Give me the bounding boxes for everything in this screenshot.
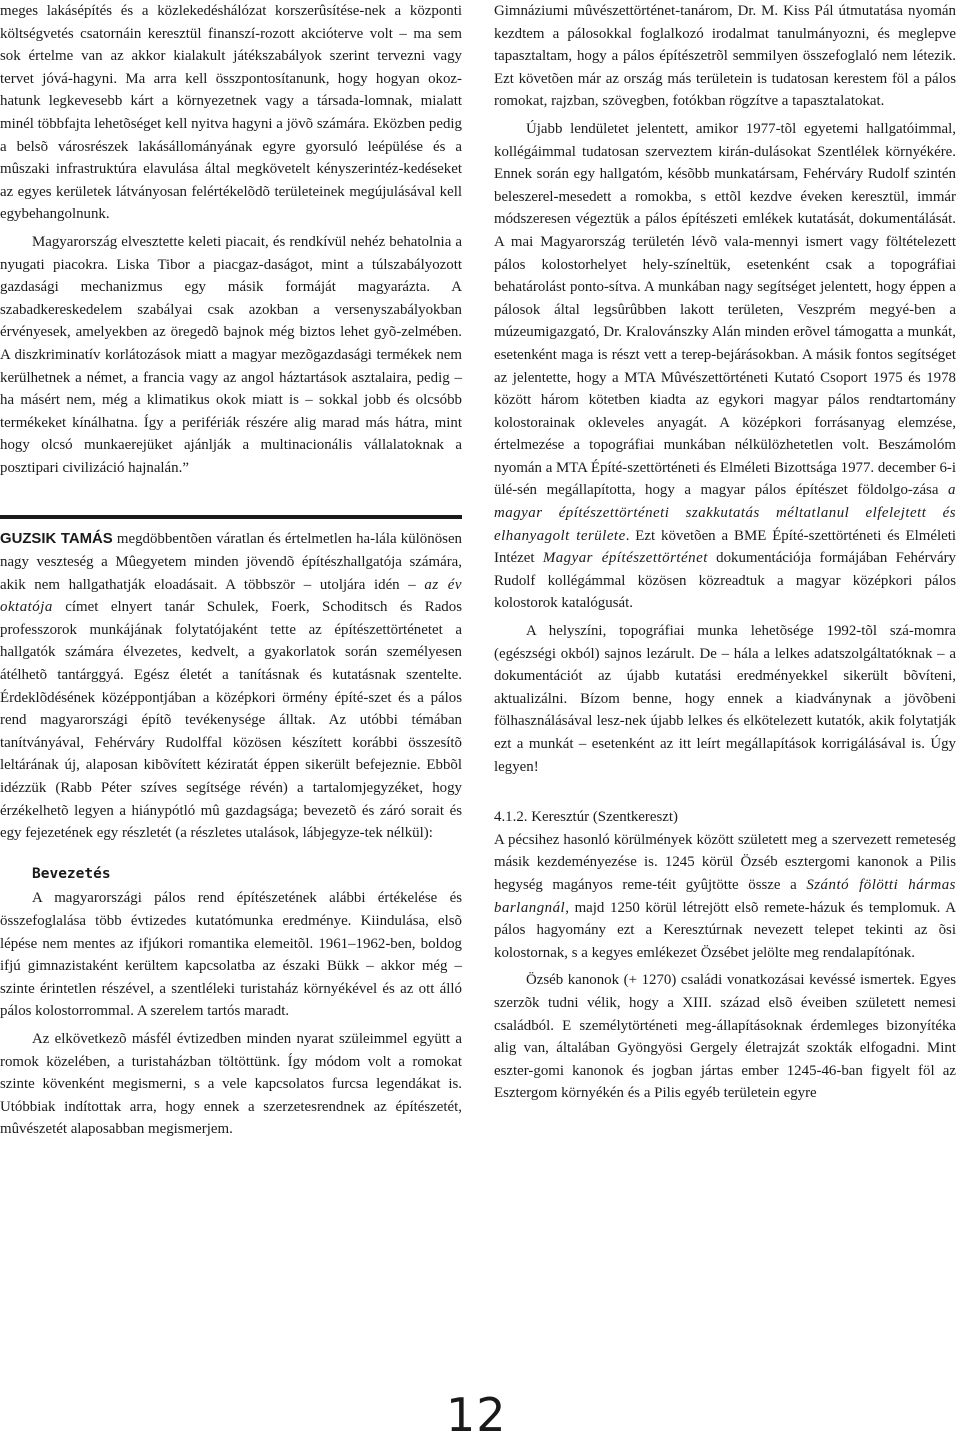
section-title: 4.1.2. Keresztúr (Szentkereszt) <box>494 809 678 826</box>
paragraph-text: dokumentációja formájában Fehérváry Rudolf kollégámmal közösen közreadtuk a magyar középkori pálos kolostorok katalógusát. <box>494 550 956 612</box>
essay-paragraph: meges lakásépítés és a közlekedéshálózat korszerûsítése-nek a központi költségvetés csatornáin keresztül finanszí-rozott akcióterve volt – ma sem sok értelme van az akkor kialakult játékszabályok szerint tervezni vagy tervet jóvá-hagyni. Ma arra kell összpontosítanunk, hogy hogyan okoz-hatunk legkevesebb kárt a környezetnek vagy a társada-lomnak, mialatt minél többfajta lehetõséget kell nyitva hagyni a jövõ számára. Eközben pedig a belsõ városrészek lakásállományának egyre gyorsuló leépülése és a mûszaki infrastruktúra elavulása által megkövetelt kényszerintéz-kedéseket az egyes kerületek látványosan felértékelõdõ területeinek megújulásával kell egybehangolnunk. <box>0 3 462 223</box>
essay-paragraph: Magyarország elvesztette keleti piacait, és rendkívül nehéz behatolnia a nyugati piacokra. Liska Tibor a piacgaz-daságot, mint a túlszabályozott gazdasági mechanizmus egy másik formáját magyarázta. A szabadkereskedelem szabályai csak azokban a versenyszabályokban érvényesek, amelyekben az öregedõ bajnok még biztos lehet gyõ-zelmében. A diszkriminatív korlátozások miatt a magyar mezõgazdasági termékek nem kerülhetnek a német, a francia vagy az angol háztartások asztalaira, pedig – ha másért nem, még a klimatikus okok miatt is – sokkal jobb és olcsóbb termékeket kínálhatna. Így a perifériák részére alig marad más hátra, mint hogy olcsó munkaerejüket ajánlják a multinacionális vállalatoknak a posztipari civilizáció hajnalán.” <box>0 233 462 476</box>
intro-paragraph: Gimnáziumi mûvészettörténet-tanárom, Dr. M. Kiss Pál útmutatása nyomán kezdtem a pálosokkal foglalkozó irodalmat tanulmányozni, és meglepve tapasztaltam, hogy a pálos építészetrõl semmilyen összefoglaló nem létezik. Ezt követõen már az ország más területein is tudatosan kerestem föl a pálos romokat, rajzban, szövegben, fotókban rögzítve a tapasztalatokat. <box>494 3 956 110</box>
intro-paragraph: Az elkövetkezõ másfél évtizedben minden nyarat szüleimmel együtt a romok közelében, a turistaházban töltöttünk. Így módom volt a romokat szinte kövenként megismerni, s a vele kapcsolatos furcsa legendákat is. Utóbbiak indítottak arra, hogy ennek a szerzetesrendnek az építészetét, mûvészetét alaposabban megismerjem. <box>0 1030 462 1138</box>
section-paragraph <box>494 829 956 965</box>
place-name: Szántó fölötti hármas barlangnál <box>494 876 956 916</box>
intro-paragraph: A magyarországi pálos rend építészetének alábbi értékelése és összefoglalása több évtizedes kutatómunka eredménye. Kiindulása, elsõ lépése nem mentes az ifjúkori romantika elemeitõl. 1961–1962-ben, boldog ifjú gimnazistaként kerültem kapcsolatba az északi Bükk – akkor még – szinte érintetlen részével, a szentléleki turistaház környékével és az ott álló pálos kolostorrommal. A szerelem tartós maradt. <box>0 890 462 1020</box>
paragraph-text: , majd 1250 körül létrejött elsõ remete-házuk és templomuk. A pálos hagyomány ezt a Keresztúrnak nevezett telepet tekinti az õsi kolostornak, s a kegyes emlékezet Özsébet jelölte meg rendalapítónak. <box>494 899 956 961</box>
intro-heading: Bevezetés <box>32 865 111 882</box>
obituary-text: megdöbbentõen váratlan és értelmetlen ha-lála különösen nagy veszteség a Mûegyetem minden jövendõ építészhallgatója számára, akik nem hallgathatják eloadásait. A többször – utoljára idén – <box>0 531 462 593</box>
obituary-name: GUZSIK TAMÁS <box>0 531 113 548</box>
publication-title: Magyar építészettörténet <box>542 550 708 567</box>
paragraph-text: Újabb lendületet jelentett, amikor 1977-tõl egyetemi hallgatóimmal, kollégáimmal tudatosan szerveztem kirán-dulásokat Szentlélek környékére. Ennek során egy hallgatóm, késõbb munkatársam, Fehérváry Rudolf szintén beleszerel-mesedett a romokba, s ettõl kezdve éveken keresztül, immár módszeresen végeztük a pálos építészeti emlékek kutatását, dokumentálását. A mai Magyarország területén lévõ vala-mennyi ismert vagy föltételezett pálos kolostorhelyet hely-színeltük, esetenként csak a topográfiai behatárolást ponto-sítva. A munkában nagy segítséget jelentett, hogy éppen a pálosok által legsûrûbben lakott területen, Veszprém megyé-ben a múzeumigazgató, Dr. Kralovánszky Alán minden erõvel támogatta a munkát, esetenként maga is részt vett a terep-bejárásokban. A másik fontos segítséget az jelentette, hogy a MTA Mûvészettörténeti Kutató Csoport 1975 és 1978 között három kötetben kiadta az egykori magyar pálos rendtartomány kolostorainak okleveles anyagát. A középkori forrásanyag elemzése, értelmezése a topográfiai munkában nélkülözhetetlen volt. Beszámolóm nyomán a MTA Építé-szettörténeti és Elméleti Bizottsága 1977. december 6-i ülé-sén megállapította, hogy a magyar pálos építészet földolgo-zása <box>494 120 956 499</box>
obituary-paragraph <box>0 528 462 844</box>
paragraph-text: . Ezt követõen a BME Építé-szettörténeti és Elméleti Intézet <box>494 527 956 567</box>
page-number: 12 <box>446 1388 507 1442</box>
intro-paragraph <box>494 118 956 615</box>
section-paragraph: Özséb kanonok (+ 1270) családi vonatkozásai kevéssé ismertek. Egyes szerzõk tudni vélik, hogy a XIII. század elsõ éveiben született nemesi családból. E személytörténeti meg-állapításoknak érdemleges bizonyítéka alig van, általában Gyöngyösi Gergely életrajzát szokták elfogadni. Mint eszter-gomi kanonok és jogban jártas ember 1245-46-ban figyelt föl az Esztergom környékén és a Pilis egyéb területein egyre <box>494 972 956 1102</box>
left-column <box>0 0 462 1141</box>
award-title: az év oktatója <box>0 576 462 616</box>
section-divider <box>0 515 462 519</box>
intro-paragraph: A helyszíni, topográfiai munka lehetõsége 1992-tõl szá-momra (egészségi okból) sajnos lezárult. De – hála a lelkes adatszolgáltatóknak – a dokumentációt az újabb kutatási eredményekkel sikerült bõvíteni, aktualizálni. Bízom benne, hogy ennek a kiadványnak a jövõbeni fölhasználásával lesz-nek újabb lelkes és elkötelezett kutatók, akik folytatják ezt a munkát – esetenként az itt leírt megállapítások korrigálásával is. Úgy legyen! <box>494 623 956 775</box>
quoted-phrase: a magyar építészettörténeti szakkutatás méltatlanul elfelejtett és elhanyagolt területe <box>494 482 956 544</box>
paragraph-text: A pécsihez hasonló körülmények között született meg a szervezett remeteség másik kezdeményezése is. 1245 körül Özséb esztergomi kanonok a Pilis hegység magányos reme-téit gyûjtötte össze a <box>494 831 956 893</box>
right-column <box>494 0 956 1105</box>
obituary-text: címet elnyert tanár Schulek, Foerk, Schoditsch és Rados professzorok munkájának folytatójaként tette az építészettörténetet a hallgatók számára élvezetes, kedvelt, a gyakorlatok során személyesen átélhetõ tantárggyá. Egész életét a tanításnak és kutatásnak szentelte. Érdeklõdésének középpontjában a középkori örmény építé-szet és a pálos rend magyarországi építõ tevékenysége álltak. Az utóbbi témában tanítványával, Fehérváry Rudolffal közösen készített korábbi összesítõ leltárának új, alaposan kibõvített kéziratát éppen sikerült befejeznie. Ebbõl idézzük (Rabb Péter szíves segítsége révén) a tartalomjegyzéket, hogy érzékelhetõ legyen a hiánypótló mû gazdagsága; bevezetõ és záró sorait és egy fejezetének egy részletét (a részletes utalások, lábjegyze-tek nélkül): <box>0 599 462 842</box>
